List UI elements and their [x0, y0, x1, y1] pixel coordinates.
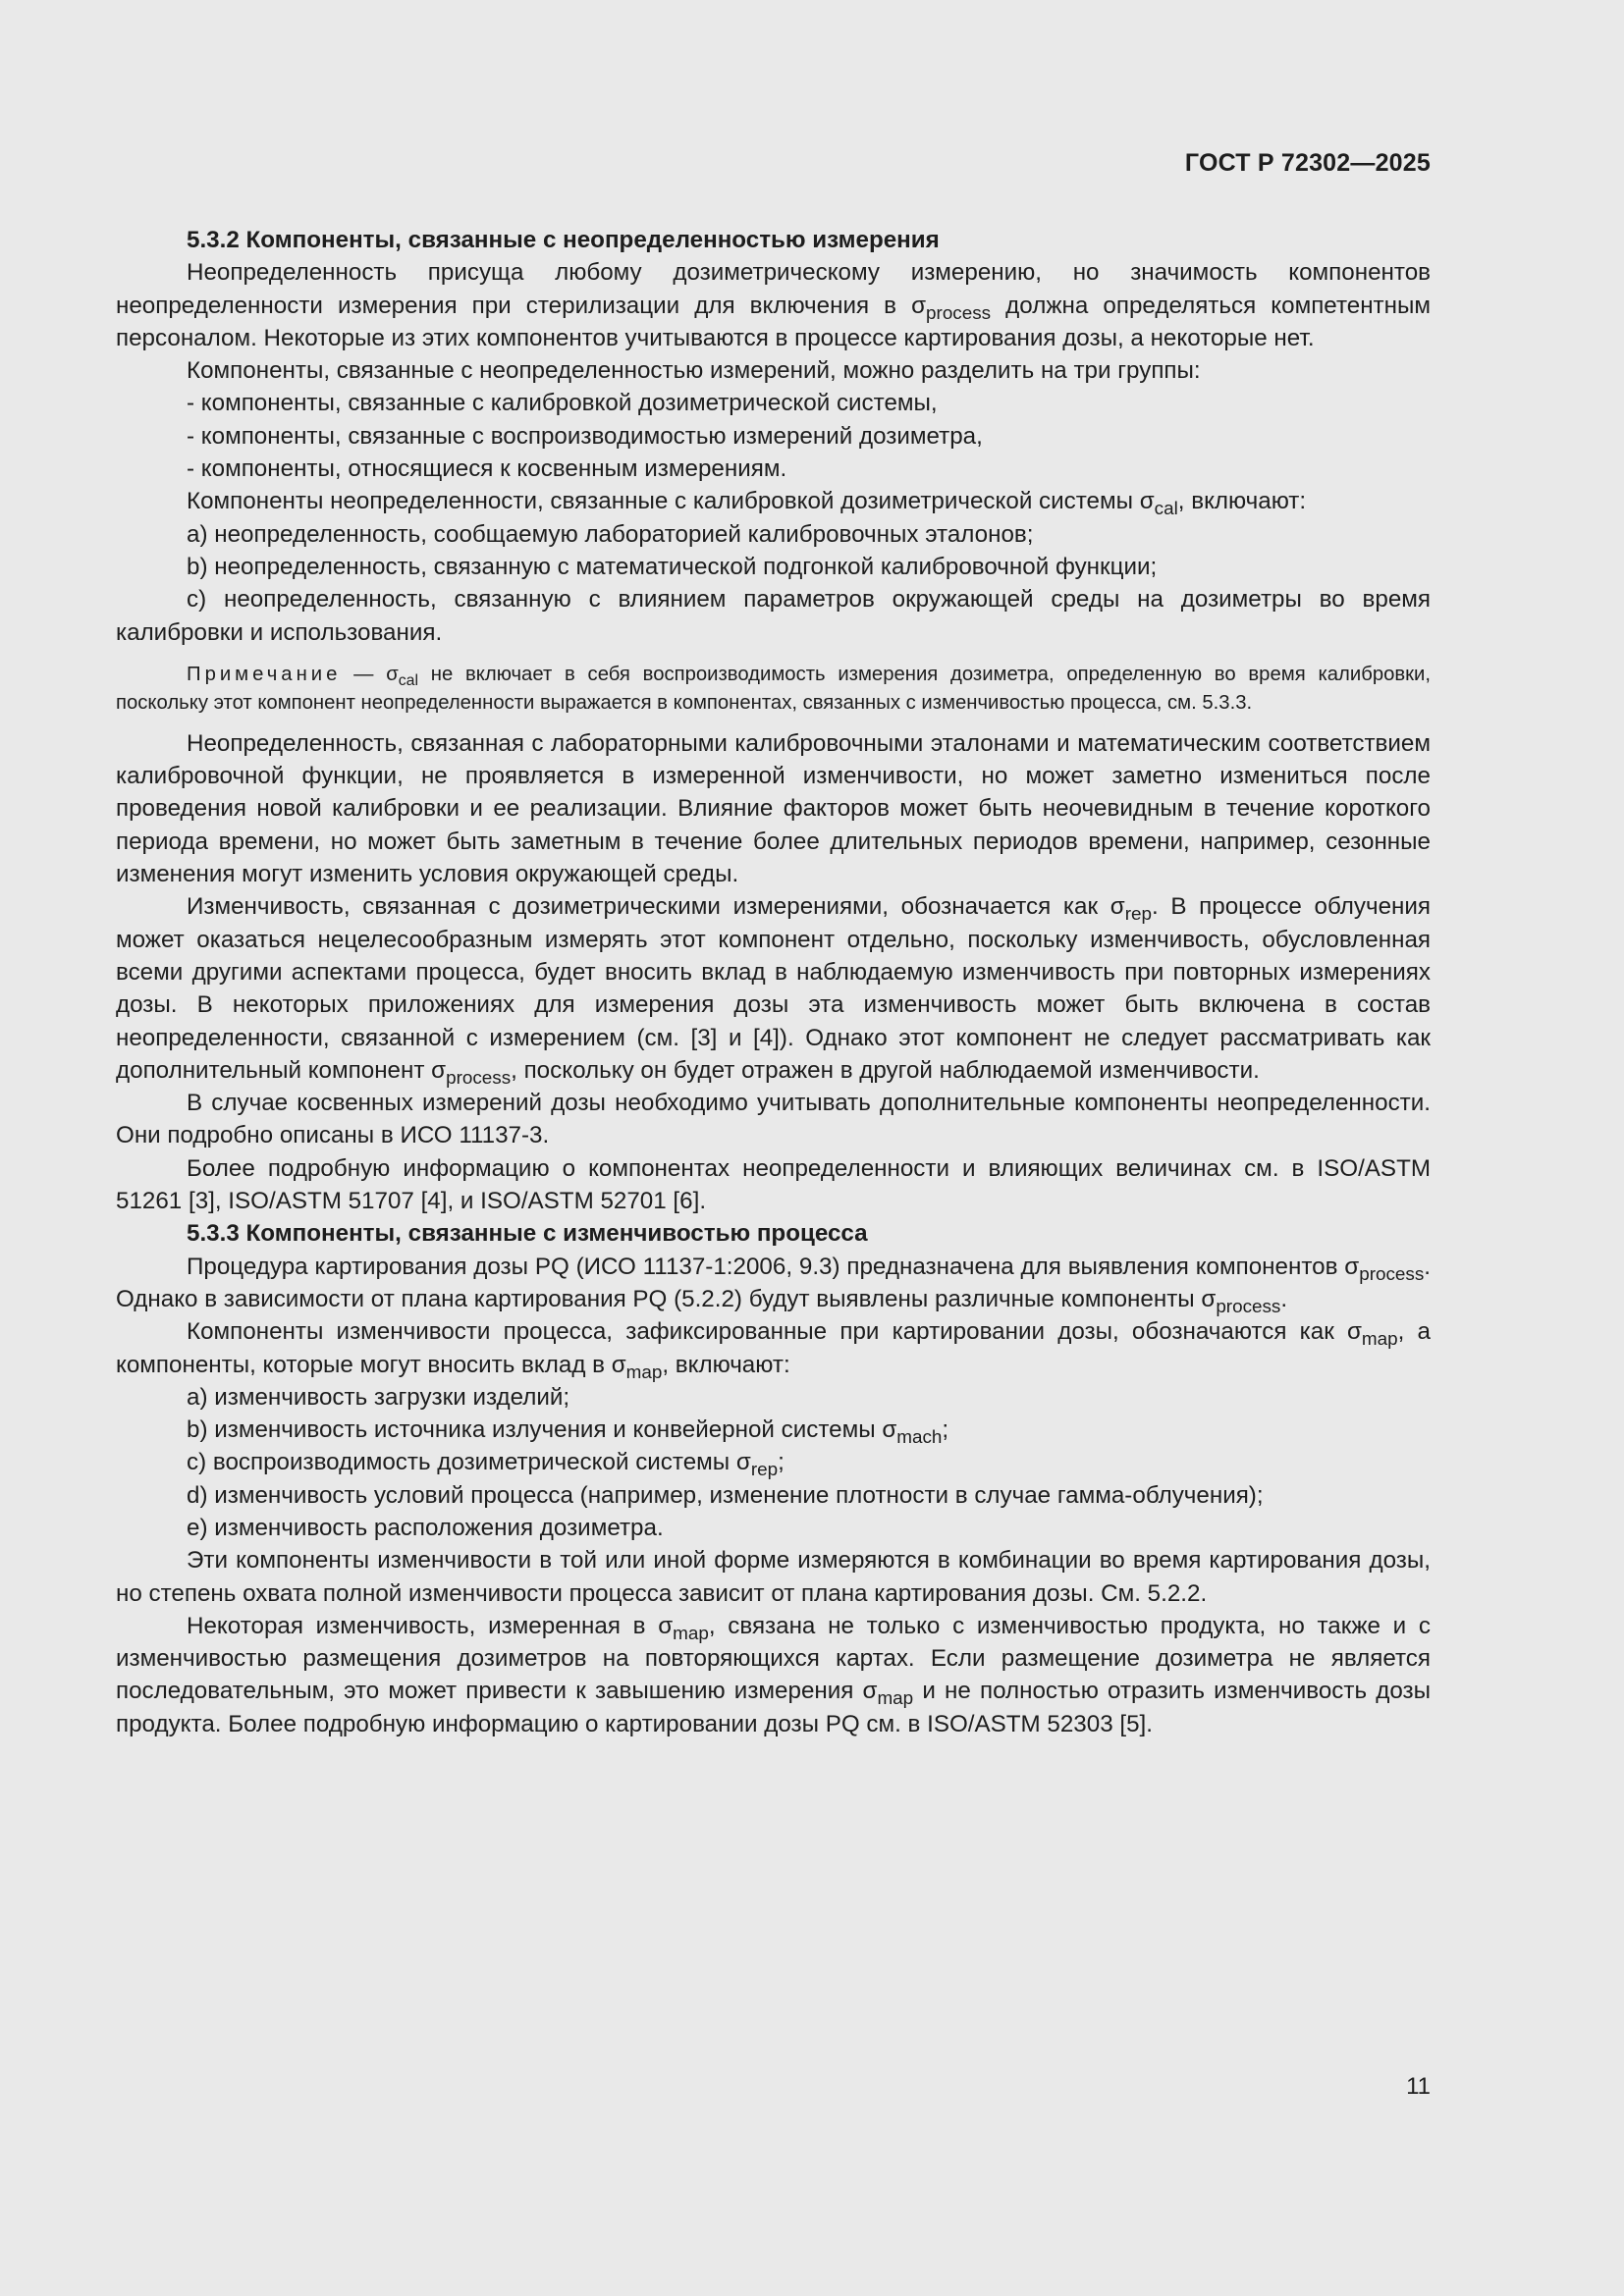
section-heading-text: 5.3.3 Компоненты, связанные с изменчивостью процесса — [187, 1220, 868, 1248]
text-run: В случае косвенных измерений дозы необходимо учитывать дополнительные компоненты неопределенности. Они подробно описаны в ИСО 11137-3. — [116, 1090, 1431, 1149]
text-run: c) воспроизводимость дозиметрической системы σ — [187, 1449, 751, 1476]
text-run: Процедура картирования дозы PQ (ИСО 11137-1:2006, 9.3) предназначена для выявления компонентов σ — [187, 1253, 1360, 1280]
list-item — [116, 551, 1431, 583]
paragraph — [116, 583, 1431, 649]
paragraph — [116, 727, 1431, 890]
paragraph — [116, 890, 1431, 1087]
list-item — [116, 1512, 1431, 1544]
page-number: 11 — [1406, 2073, 1431, 2100]
text-run: — σ — [341, 663, 399, 685]
note-label: Примечание — [187, 663, 342, 685]
paragraph — [116, 1251, 1431, 1316]
text-run: - компоненты, связанные с воспроизводимостью измерений дозиметра, — [187, 422, 983, 450]
list-item — [116, 420, 1431, 453]
text-run: , включают: — [662, 1351, 790, 1378]
subscript: map — [625, 1361, 663, 1382]
text-run: . — [1280, 1285, 1288, 1312]
note — [116, 661, 1431, 718]
text-run: должна определяться компетентным персоналом. Некоторые из этих компонентов учитываются в процессе картирования дозы, а некоторые нет. — [116, 292, 1432, 351]
subscript: cal — [398, 671, 418, 689]
text-run: , а компоненты, которые могут вносить вклад в σ — [116, 1318, 1431, 1378]
text-run: Изменчивость, связанная с дозиметрическими измерениями, обозначается как σ — [187, 893, 1125, 921]
list-item — [116, 387, 1431, 419]
text-run: , включают: — [1177, 488, 1307, 515]
subscript: process — [1359, 1262, 1425, 1284]
document-body — [116, 224, 1431, 1740]
subscript: map — [1361, 1328, 1398, 1350]
list-item — [116, 1479, 1431, 1512]
subscript: process — [1216, 1295, 1281, 1316]
text-run: e) изменчивость расположения дозиметра. — [187, 1514, 664, 1541]
text-run: Эти компоненты изменчивости в той или иной форме измеряются в комбинации во время картирования дозы, но степень охвата полной изменчивости процесса зависит от плана картирования дозы. См. 5.2.2. — [116, 1547, 1431, 1607]
text-run: ; — [778, 1449, 785, 1476]
text-run: b) изменчивость источника излучения и конвейерной системы σ — [187, 1416, 897, 1444]
paragraph — [116, 354, 1431, 387]
text-run: не включает в себя воспроизводимость измерения дозиметра, определенную во время калибровки, поскольку этот компонент неопределенности выражается в компонентах, связанных с изменчивостью процесса, см. 5.3.3. — [116, 663, 1431, 714]
text-run: c) неопределенность, связанную с влиянием параметров окружающей среды на дозиметры во время калибровки и использования. — [116, 586, 1431, 646]
subscript: process — [926, 301, 992, 323]
text-run: a) изменчивость загрузки изделий; — [187, 1383, 570, 1411]
section-heading — [116, 224, 1431, 256]
document-id-header: ГОСТ Р 72302—2025 — [1184, 149, 1431, 177]
text-run: Неопределенность, связанная с лабораторными калибровочными эталонами и математическим соответствием калибровочной функции, не проявляется в измеренной изменчивости, но может заметно измениться после проведения новой калибровки и ее реализации. Влияние факторов может быть неочевидным в течение короткого периода времени, но может быть заметным в течение более длительных периодов времени, например, сезонные изменения могут изменить условия окружающей среды. — [116, 729, 1431, 888]
section-heading — [116, 1217, 1431, 1250]
text-run: . Однако в зависимости от плана картирования PQ (5.2.2) будут выявлены различные компоненты σ — [116, 1253, 1431, 1312]
subscript: map — [877, 1687, 914, 1709]
text-run: - компоненты, связанные с калибровкой дозиметрической системы, — [187, 390, 938, 417]
section-heading-text: 5.3.2 Компоненты, связанные с неопределенностью измерения — [187, 227, 940, 253]
list-item — [116, 453, 1431, 485]
subscript: process — [446, 1066, 512, 1088]
text-run: d) изменчивость условий процесса (например, изменение плотности в случае гамма-облучения); — [187, 1481, 1264, 1509]
paragraph — [116, 256, 1431, 354]
subscript: rep — [1124, 903, 1152, 925]
text-run: - компоненты, относящиеся к косвенным измерениям. — [187, 455, 787, 483]
list-item — [116, 1414, 1431, 1446]
list-item — [116, 518, 1431, 551]
paragraph — [116, 1315, 1431, 1381]
paragraph — [116, 1152, 1431, 1218]
text-run: b) неопределенность, связанную с математической подгонкой калибровочной функции; — [187, 553, 1158, 580]
subscript: cal — [1154, 498, 1178, 519]
subscript: map — [673, 1622, 709, 1643]
text-run: Более подробную информацию о компонентах неопределенности и влияющих величинах см. в ISO/ASTM 51261 [3], ISO/ASTM 51707 [4], и ISO/ASTM 52701 [6]. — [116, 1154, 1431, 1215]
text-run: Компоненты неопределенности, связанные с калибровкой дозиметрической системы σ — [187, 488, 1155, 515]
text-run: Компоненты, связанные с неопределенностью измерений, можно разделить на три группы: — [187, 357, 1201, 385]
list-item — [116, 1446, 1431, 1478]
text-run: и не полностью отразить изменчивость дозы продукта. Более подробную информацию о картировании дозы PQ см. в ISO/ASTM 52303 [5]. — [116, 1678, 1431, 1737]
text-run: Компоненты изменчивости процесса, зафиксированные при картировании дозы, обозначаются как σ — [187, 1318, 1362, 1346]
text-run: Некоторая изменчивость, измеренная в σ — [187, 1612, 674, 1639]
text-run: Неопределенность присуща любому дозиметрическому измерению, но значимость компонентов неопределенности измерения при стерилизации для включения в σ — [116, 259, 1431, 319]
text-run: . В процессе облучения может оказаться нецелесообразным измерять этот компонент отдельно, поскольку изменчивость, обусловленная всеми другими аспектами процесса, будет вносить вклад в наблюдаемую изменчивость при повторных измерениях дозы. В некоторых приложениях для измерения дозы эта изменчивость может быть включена в состав неопределенности, связанной с измерением (см. [3] и [4]). Однако этот компонент не следует рассматривать как дополнительный компонент σ — [116, 893, 1431, 1084]
list-item — [116, 1381, 1431, 1414]
text-run: , поскольку он будет отражен в другой наблюдаемой изменчивости. — [511, 1056, 1260, 1084]
paragraph — [116, 1610, 1431, 1740]
subscript: mach — [896, 1426, 943, 1448]
paragraph — [116, 1544, 1431, 1610]
text-run: ; — [942, 1416, 949, 1444]
text-run: a) неопределенность, сообщаемую лабораторией калибровочных эталонов; — [187, 520, 1034, 548]
paragraph — [116, 485, 1431, 517]
subscript: rep — [750, 1459, 779, 1480]
text-run: , связана не только с изменчивостью продукта, но также и с изменчивостью размещения дозиметров на повторяющихся картах. Если размещение дозиметра не является последовательным, это может привести к завышению измерения σ — [116, 1612, 1431, 1705]
paragraph — [116, 1087, 1431, 1152]
